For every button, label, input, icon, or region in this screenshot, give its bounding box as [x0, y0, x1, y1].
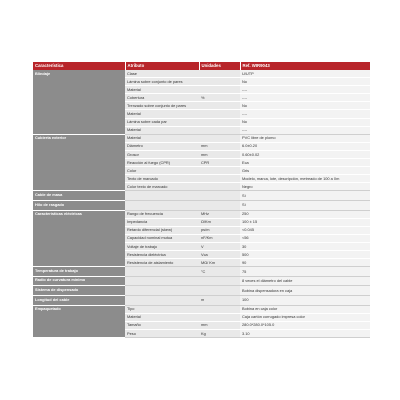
section-label: Cubierta exterior: [33, 134, 125, 191]
attribute-cell: Trenzado sobre conjunto de pares: [125, 102, 199, 110]
table-row: [33, 134, 370, 142]
value-cell: Caja cartón corrugado impresa color: [240, 313, 370, 321]
value-cell: U/UTP: [240, 70, 370, 78]
value-cell: ----: [240, 110, 370, 118]
value-cell: 6.0±0.20: [240, 142, 370, 150]
value-cell: No: [240, 102, 370, 110]
attribute-cell: Impedancia: [125, 218, 199, 226]
spec-sheet: [33, 62, 370, 338]
unit-cell: mm: [199, 150, 240, 158]
section-label: Longitud del cable: [33, 296, 125, 306]
table-row: [33, 70, 370, 78]
table-row: [33, 296, 370, 306]
unit-cell: [199, 183, 240, 191]
unit-cell: [199, 134, 240, 142]
table-row: [33, 191, 370, 201]
value-cell: 100: [240, 296, 370, 306]
section-label: Temperatura de trabajo: [33, 267, 125, 277]
value-cell: Modelo, marca, lote, descripción, metreado de 100 a 0m: [240, 175, 370, 183]
attribute-cell: Tipo: [125, 305, 199, 313]
value-cell: ----: [240, 126, 370, 134]
unit-cell: [199, 78, 240, 86]
attribute-cell: Peso: [125, 329, 199, 337]
attribute-cell: Material: [125, 134, 199, 142]
attribute-cell: [125, 286, 199, 296]
value-cell: 30: [240, 242, 370, 250]
unit-cell: [199, 175, 240, 183]
unit-cell: °C: [199, 267, 240, 277]
attribute-cell: Material: [125, 126, 199, 134]
unit-cell: Ω/Km: [199, 218, 240, 226]
attribute-cell: Resistencia dieléctrica: [125, 251, 199, 259]
unit-cell: mm: [199, 321, 240, 329]
section-label: Blindaje: [33, 70, 125, 134]
value-cell: Bobina en caja color: [240, 305, 370, 313]
value-cell: PVC libre de plomo: [240, 134, 370, 142]
value-cell: Negro: [240, 183, 370, 191]
section-label: Radio de curvatura mínimo: [33, 276, 125, 286]
value-cell: Sí: [240, 201, 370, 211]
unit-cell: Kg: [199, 329, 240, 337]
value-cell: Eca: [240, 159, 370, 167]
value-cell: Gris: [240, 167, 370, 175]
unit-cell: m: [199, 296, 240, 306]
unit-cell: [199, 110, 240, 118]
value-cell: No: [240, 78, 370, 86]
unit-cell: [199, 201, 240, 211]
value-cell: 8 veces el diámetro del cable: [240, 276, 370, 286]
spec-table: [33, 62, 370, 338]
table-row: [33, 201, 370, 211]
attribute-cell: Reacción al fuego (CPR): [125, 159, 199, 167]
attribute-cell: Lámina sobre conjunto de pares: [125, 78, 199, 86]
attribute-cell: [125, 296, 199, 306]
value-cell: No: [240, 118, 370, 126]
unit-cell: [199, 286, 240, 296]
value-cell: 100 ± 15: [240, 218, 370, 226]
header-reference: Ref. WIR9043: [240, 62, 370, 70]
section-label: Características eléctricas: [33, 210, 125, 267]
unit-cell: %: [199, 94, 240, 102]
unit-cell: [199, 191, 240, 201]
attribute-cell: [125, 276, 199, 286]
unit-cell: [199, 102, 240, 110]
attribute-cell: [125, 267, 199, 277]
unit-cell: [199, 86, 240, 94]
attribute-cell: Tamaño: [125, 321, 199, 329]
spec-table-header: [33, 62, 370, 70]
value-cell: <0.045: [240, 226, 370, 234]
attribute-cell: Texto de marcado: [125, 175, 199, 183]
attribute-cell: Rango de frecuencia: [125, 210, 199, 218]
attribute-cell: Material: [125, 313, 199, 321]
unit-cell: mm: [199, 142, 240, 150]
value-cell: 3.10: [240, 329, 370, 337]
section-label: Sistema de dispensado: [33, 286, 125, 296]
value-cell: 500: [240, 251, 370, 259]
attribute-cell: Diámetro: [125, 142, 199, 150]
attribute-cell: Material: [125, 110, 199, 118]
unit-cell: [199, 70, 240, 78]
attribute-cell: Color: [125, 167, 199, 175]
section-label: Cable de masa: [33, 191, 125, 201]
value-cell: Sí: [240, 191, 370, 201]
unit-cell: nF/Km: [199, 234, 240, 242]
section-label: Empaquetado: [33, 305, 125, 337]
attribute-cell: Capacidad nominal mutua: [125, 234, 199, 242]
value-cell: <56: [240, 234, 370, 242]
table-row: [33, 210, 370, 218]
value-cell: 0.60±0.02: [240, 150, 370, 158]
header-units: Unidades: [199, 62, 240, 70]
attribute-cell: Lámina sobre cada par: [125, 118, 199, 126]
table-row: [33, 267, 370, 277]
spec-table-body: [33, 70, 370, 338]
header-attribute: Atributo: [125, 62, 199, 70]
value-cell: 250: [240, 210, 370, 218]
attribute-cell: Material: [125, 86, 199, 94]
value-cell: 280.0*280.0*105.0: [240, 321, 370, 329]
attribute-cell: Voltaje de trabajo: [125, 242, 199, 250]
attribute-cell: Grosor: [125, 150, 199, 158]
unit-cell: V: [199, 242, 240, 250]
header-row: [33, 62, 370, 70]
value-cell: ----: [240, 94, 370, 102]
unit-cell: Vca: [199, 251, 240, 259]
unit-cell: [199, 305, 240, 313]
value-cell: ----: [240, 86, 370, 94]
unit-cell: MΩ/ Km: [199, 259, 240, 267]
attribute-cell: Cobertura: [125, 94, 199, 102]
attribute-cell: Color texto de marcado: [125, 183, 199, 191]
attribute-cell: Retardo diferencial (skew): [125, 226, 199, 234]
attribute-cell: [125, 191, 199, 201]
unit-cell: [199, 276, 240, 286]
unit-cell: [199, 118, 240, 126]
table-row: [33, 305, 370, 313]
unit-cell: ps/m: [199, 226, 240, 234]
section-label: Hilo de rasgado: [33, 201, 125, 211]
attribute-cell: [125, 201, 199, 211]
value-cell: 75: [240, 267, 370, 277]
unit-cell: CPR: [199, 159, 240, 167]
unit-cell: [199, 126, 240, 134]
value-cell: 90: [240, 259, 370, 267]
attribute-cell: Clase: [125, 70, 199, 78]
value-cell: Bobina dispensadora en caja: [240, 286, 370, 296]
table-row: [33, 286, 370, 296]
attribute-cell: Resistencia de aislamiento: [125, 259, 199, 267]
unit-cell: [199, 313, 240, 321]
unit-cell: [199, 167, 240, 175]
table-row: [33, 276, 370, 286]
unit-cell: MHz: [199, 210, 240, 218]
header-characteristic: Característica: [33, 62, 125, 70]
